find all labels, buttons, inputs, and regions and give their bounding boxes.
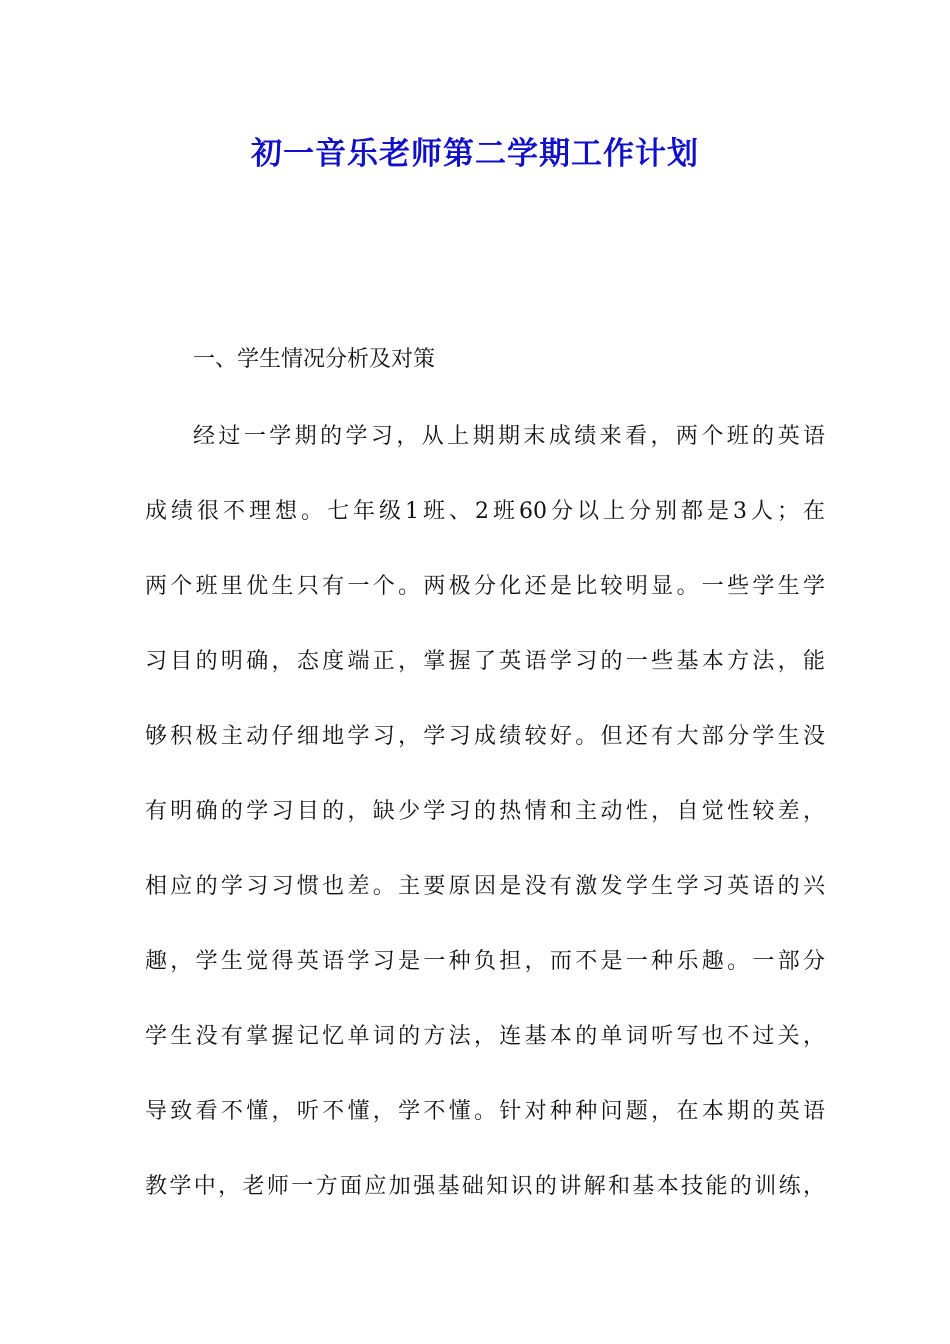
paragraph-line: 两个班里优生只有一个。两极分化还是比较明显。一些学生学 (145, 574, 825, 599)
document-title: 初一音乐老师第二学期工作计划 (251, 136, 699, 172)
section-heading: 一、学生情况分析及对策 (193, 347, 436, 372)
paragraph-line: 学生没有掌握记忆单词的方法，连基本的单词听写也不过关， (145, 1024, 825, 1049)
paragraph-line: 教学中，老师一方面应加强基础知识的讲解和基本技能的训练， (145, 1174, 825, 1199)
paragraph-line: 经过一学期的学习，从上期期末成绩来看，两个班的英语 (193, 424, 825, 449)
paragraph-line: 成绩很不理想。七年级1班、2班60分以上分别都是3人；在 (145, 499, 825, 524)
paragraph (145, 418, 825, 1243)
paragraph-line: 相应的学习习惯也差。主要原因是没有激发学生学习英语的兴 (145, 874, 825, 899)
paragraph-line: 趣，学生觉得英语学习是一种负担，而不是一种乐趣。一部分 (145, 949, 825, 974)
paragraph-line: 习目的明确，态度端正，掌握了英语学习的一些基本方法，能 (145, 649, 825, 674)
paragraph-line: 导致看不懂，听不懂，学不懂。针对种种问题，在本期的英语 (145, 1099, 825, 1124)
paragraph-line: 有明确的学习目的，缺少学习的热情和主动性，自觉性较差， (145, 799, 825, 824)
paragraph-line: 够积极主动仔细地学习，学习成绩较好。但还有大部分学生没 (145, 724, 825, 749)
